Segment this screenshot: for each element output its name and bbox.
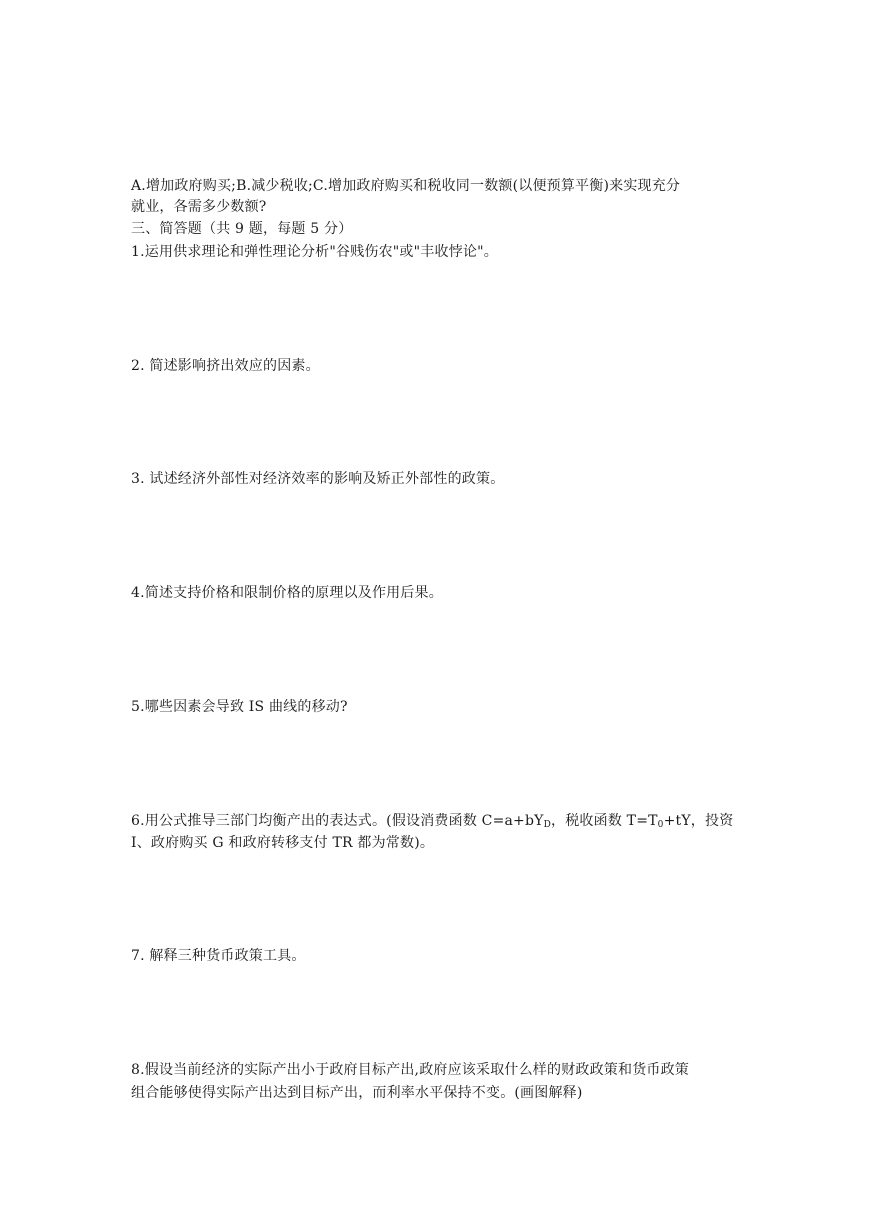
question-6-text-a: 6.用公式推导三部门均衡产出的表达式。(假设消费函数 C=a+bY	[131, 813, 544, 829]
question-4: 4.简述支持价格和限制价格的原理以及作用后果。	[131, 585, 443, 601]
question-3: 3. 试述经济外部性对经济效率的影响及矫正外部性的政策。	[131, 471, 505, 487]
question-6-line-2: I、政府购买 G 和政府转移支付 TR 都为常数)。	[131, 835, 435, 851]
intro-line-2: 就业，各需多少数额?	[131, 199, 267, 215]
section-heading: 三、简答题（共 9 题，每题 5 分）	[131, 221, 353, 237]
question-2: 2. 简述影响挤出效应的因素。	[131, 358, 320, 374]
question-7: 7. 解释三种货币政策工具。	[131, 948, 306, 964]
question-6-text-b: ，税收函数 T=T	[551, 813, 658, 829]
question-6-line-1	[131, 811, 733, 831]
question-6-subscript-0: 0	[657, 820, 664, 830]
question-6-text-c: +tY，投资	[663, 813, 734, 829]
question-8-line-2: 组合能够使得实际产出达到目标产出，而利率水平保持不变。(画图解释)	[131, 1085, 583, 1101]
question-5: 5.哪些因素会导致 IS 曲线的移动?	[131, 699, 348, 715]
question-8-line-1: 8.假设当前经济的实际产出小于政府目标产出,政府应该采取什么样的财政政策和货币政策	[131, 1062, 690, 1078]
question-1: 1.运用供求理论和弹性理论分析"谷贱伤农"或"丰收悖论"。	[131, 244, 498, 260]
intro-line-1: A.增加政府购买;B.减少税收;C.增加政府购买和税收同一数额(以便预算平衡)来实现充分	[131, 178, 681, 194]
question-6-subscript-d: D	[543, 820, 552, 830]
